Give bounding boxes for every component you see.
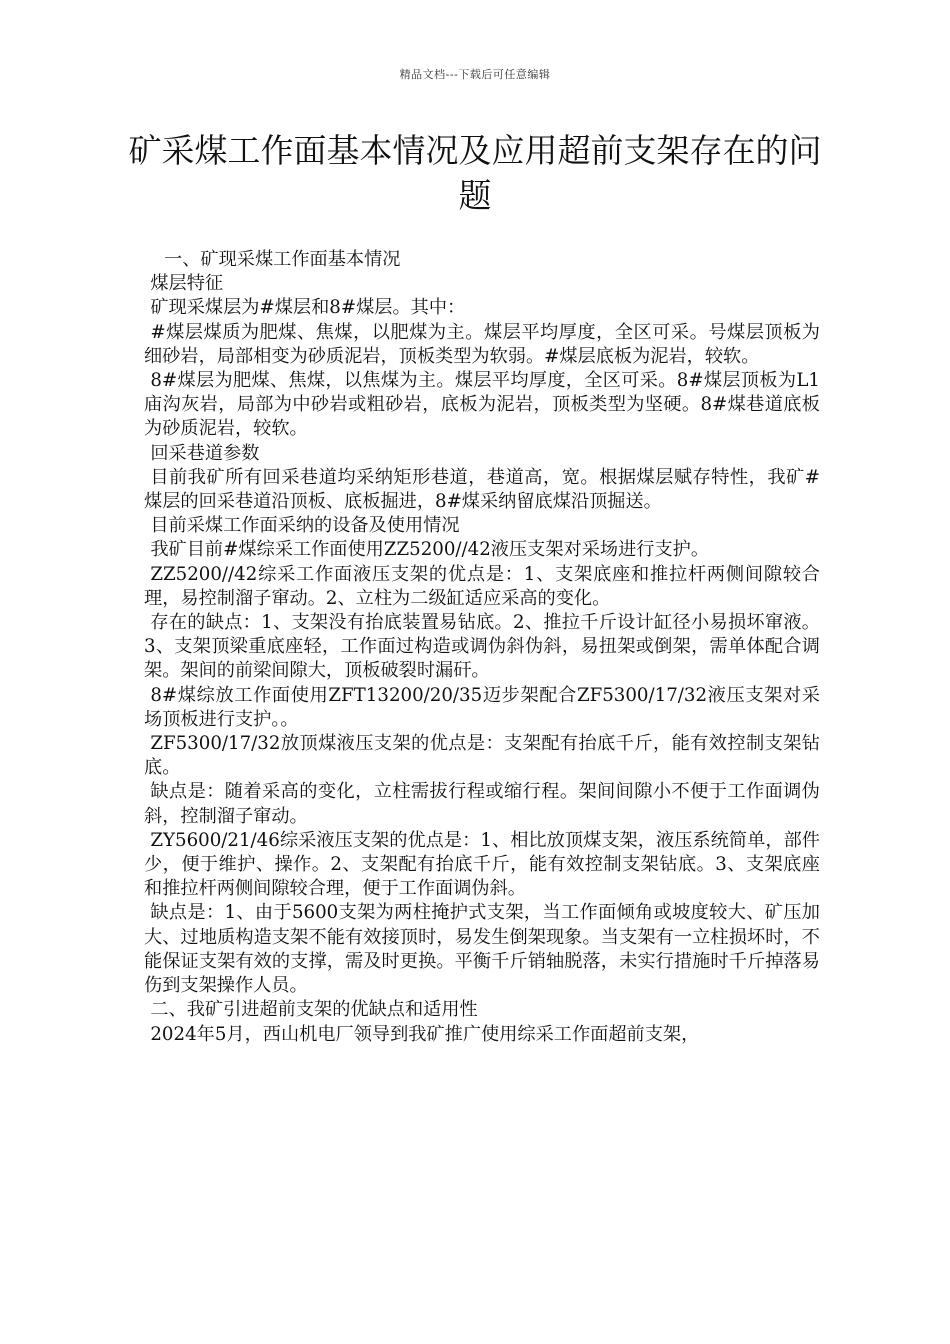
paragraph: ZZ5200//42综采工作面液压支架的优点是：1、支架底座和推拉杆两侧间隙较合理，易控制溜子窜动。2、立柱为二级缸适应采高的变化。 <box>144 563 820 609</box>
paragraph: #煤层煤质为肥煤、焦煤，以肥煤为主。煤层平均厚度，全区可采。号煤层顶板为细砂岩，局部相变为砂质泥岩，顶板类型为软弱。#煤层底板为泥岩，较软。 <box>144 321 820 367</box>
section-heading: 二、我矿引进超前支架的优缺点和适用性 <box>150 999 478 1021</box>
subheading: 回采巷道参数 <box>150 442 260 464</box>
paragraph: 2024年5月，西山机电厂领导到我矿推广使用综采工作面超前支架， <box>150 1023 700 1045</box>
paragraph: 8#煤综放工作面使用ZFT13200/20/35迈步架配合ZF5300/17/32液压支架对采场顶板进行支护。。 <box>144 684 820 730</box>
paragraph: 缺点是：随着采高的变化，立柱需拔行程或缩行程。架间间隙小不便于工作面调伪斜，控制溜子窜动。 <box>144 781 820 827</box>
subheading: 煤层特征 <box>150 273 224 295</box>
paragraph: 存在的缺点：1、支架没有抬底装置易钻底。2、推拉千斤设计缸径小易损坏窜液。3、支架顶梁重底座轻，工作面过构造或调伪斜伪斜，易扭架或倒架，需单体配合调架。架间的前梁间隙大，顶板破裂时漏矸。 <box>144 612 820 682</box>
paragraph: 目前我矿所有回采巷道均采纳矩形巷道，巷道高，宽。根据煤层赋存特性，我矿#煤层的回采巷道沿顶板、底板掘进，8#煤采纳留底煤沿顶掘送。 <box>144 466 820 513</box>
header-note: 精品文档---下载后可任意编辑 <box>399 68 551 81</box>
paragraph: ZY5600/21/46综采液压支架的优点是：1、相比放顶煤支架，液压系统简单，部件少，便于维护、操作。2、支架配有抬底千斤，能有效控制支架钻底。3、支架底座和推拉杆两侧间隙较合理，便于工作面调伪斜。 <box>144 829 820 900</box>
paragraph: 我矿目前#煤综采工作面使用ZZ5200//42液压支架对采场进行支护。 <box>150 539 710 561</box>
section-heading: 一、矿现采煤工作面基本情况 <box>164 249 401 270</box>
document-title: 矿采煤工作面基本情况及应用超前支架存在的问题 <box>128 131 822 215</box>
subheading: 目前采煤工作面采纳的设备及使用情况 <box>150 515 460 537</box>
document-body <box>144 248 820 1047</box>
paragraph: 缺点是：1、由于5600支架为两柱掩护式支架，当工作面倾角或坡度较大、矿压加大、过地质构造支架不能有效接顶时，易发生倒架现象。当支架有一立柱损坏时，不能保证支架有效的支撑，需及时更换。平衡千斤销轴脱落，未实行措施时千斤掉落易伤到支架操作人员。 <box>144 902 820 997</box>
paragraph: ZF5300/17/32放顶煤液压支架的优点是：支架配有抬底千斤，能有效控制支架钻底。 <box>144 733 820 779</box>
paragraph: 8#煤层为肥煤、焦煤，以焦煤为主。煤层平均厚度，全区可采。8#煤层顶板为L1庙沟灰岩，局部为中砂岩或粗砂岩，底板为泥岩，顶板类型为坚硬。8#煤巷道底板为砂质泥岩，较软。 <box>144 370 820 440</box>
paragraph: 矿现采煤层为#煤层和8#煤层。其中： <box>150 297 466 319</box>
